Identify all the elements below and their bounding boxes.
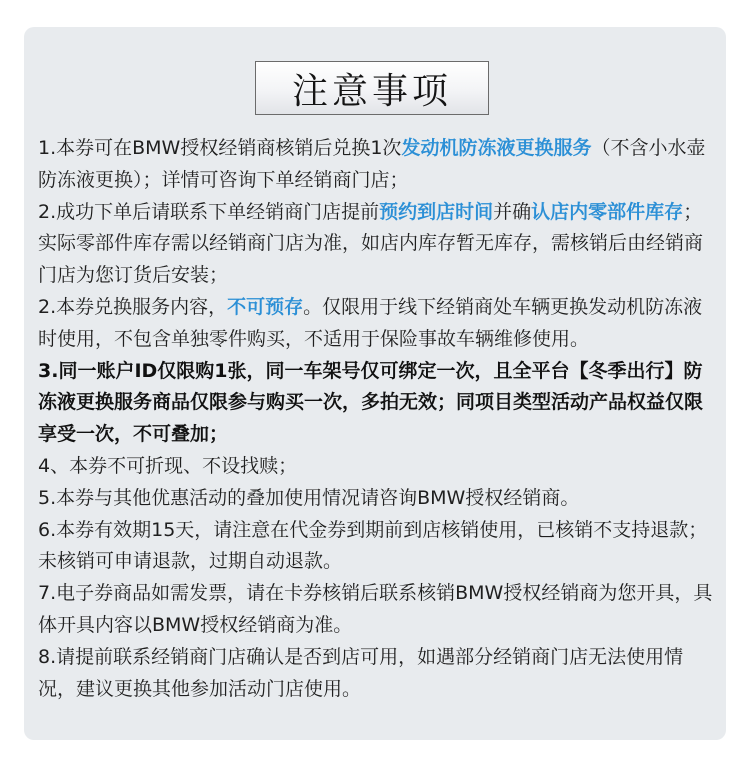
term-item [38, 292, 714, 356]
term-text: 8.请提前联系经销商门店确认是否到店可用，如遇部分经销商门店无法使用情况，建议更换其他参加活动门店使用。 [38, 645, 684, 700]
term-highlight: 认店内零部件库存 [531, 200, 684, 223]
notice-title: 注意事项 [255, 61, 489, 115]
term-text: 并确 [493, 200, 532, 223]
term-text: ；实际零部件库存需以经销商门店为准，如店内库存暂无库存，需核销后由经销商门店为您订货后安装； [38, 200, 704, 287]
term-item [38, 483, 714, 515]
term-item [38, 451, 714, 483]
term-text: 1.本券可在BMW授权经销商核销后兑换1次 [38, 137, 402, 159]
term-highlight: 发动机防冻液更换服务 [401, 137, 592, 159]
term-highlight: 不可预存 [227, 295, 304, 318]
term-highlight: 预约到店时间 [379, 200, 494, 223]
term-text: 。仅限用于线下经销商处车辆更换发动机防冻液时使用，不包含单独零件购买，不适用于保险事故车辆维修使用。 [38, 295, 703, 350]
term-item [38, 133, 714, 197]
term-text: 6.本券有效期15天，请注意在代金券到期前到店核销使用，已核销不支持退款；未核销可申请退款，过期自动退款。 [38, 518, 708, 573]
term-item [38, 515, 714, 579]
term-item [38, 578, 714, 642]
term-text: 2.成功下单后请联系下单经销商门店提前 [38, 200, 380, 223]
term-text: 5.本券与其他优惠活动的叠加使用情况请咨询BMW授权经销商。 [38, 486, 580, 509]
term-item [38, 197, 714, 292]
term-text: 3.同一账户ID仅限购1张，同一车架号仅可绑定一次，且全平台【冬季出行】防冻液更换服务商品仅限参与购买一次，多拍无效；同项目类型活动产品权益仅限享受一次，不可叠加； [38, 359, 704, 446]
term-text: 4、本券不可折现、不设找赎； [38, 454, 298, 477]
term-text: 7.电子券商品如需发票，请在卡券核销后联系核销BMW授权经销商为您开具，具体开具内容以BMW授权经销商为准。 [38, 582, 713, 636]
term-item [38, 642, 714, 706]
notice-card [24, 27, 726, 740]
term-item [38, 356, 714, 451]
terms-list [38, 133, 714, 705]
term-text: 2.本券兑换服务内容， [38, 295, 228, 318]
term-text: （不含小水壶防冻液更换）；详情可咨询下单经销商门店； [38, 137, 706, 191]
